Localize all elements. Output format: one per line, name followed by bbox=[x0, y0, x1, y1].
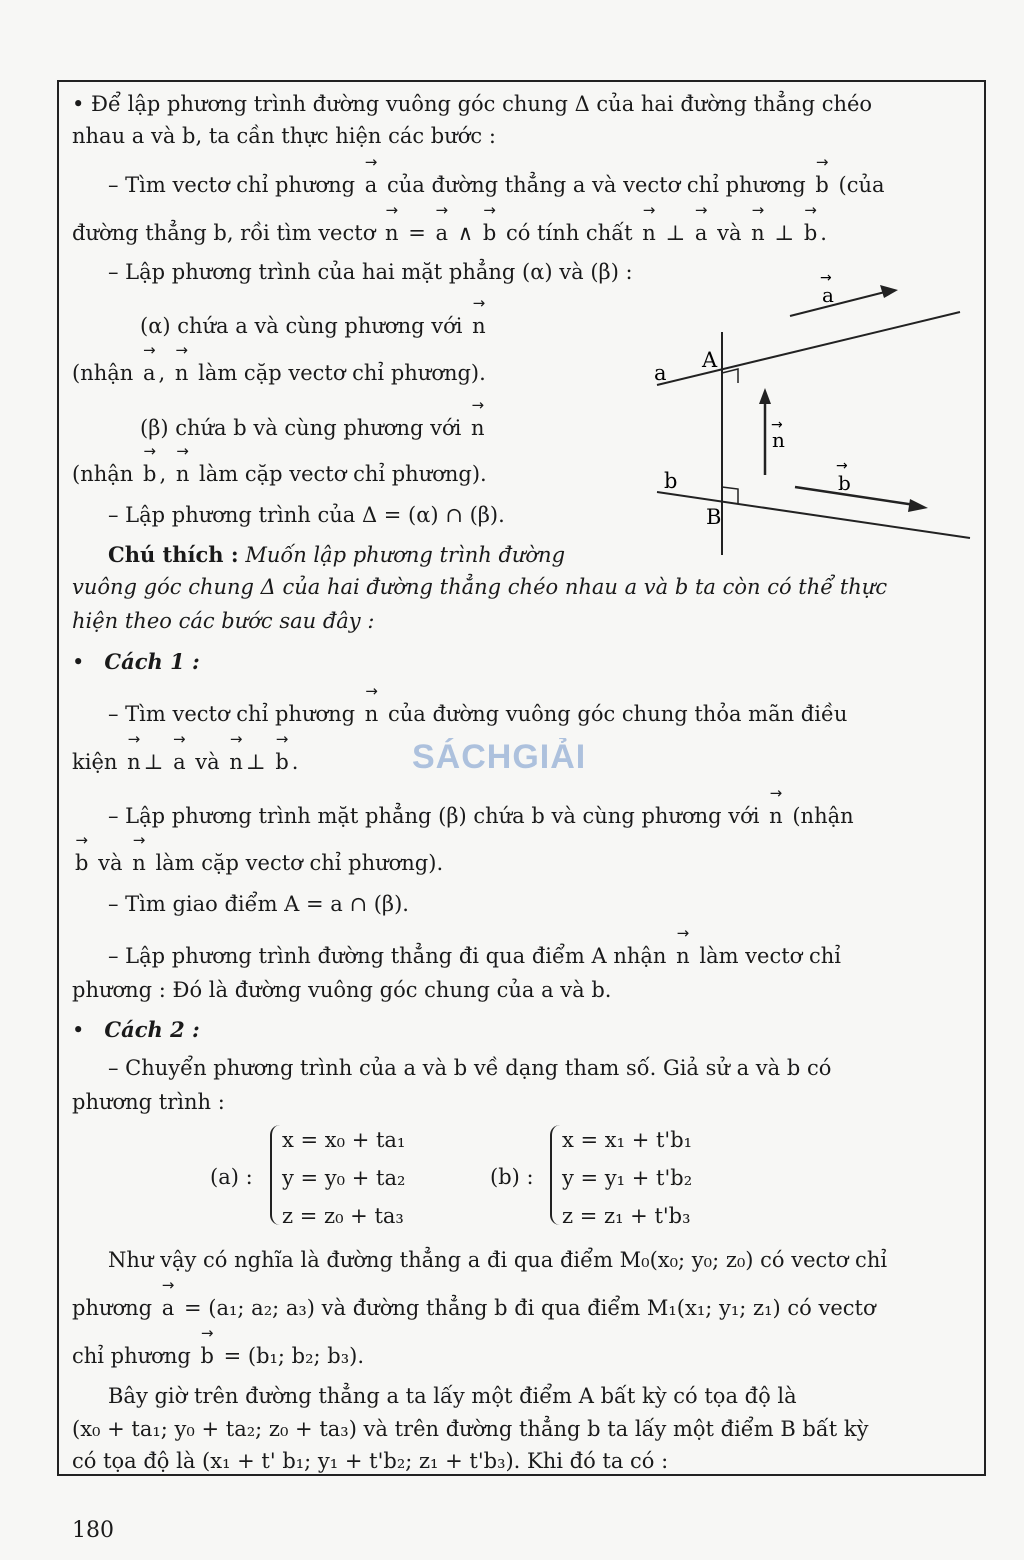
label-vector-b: b bbox=[838, 471, 851, 495]
text-line: (β) chứa b và cùng phương với → n bbox=[140, 418, 488, 439]
vector-b: → b bbox=[272, 752, 291, 773]
arrow-glyph: → bbox=[820, 270, 832, 286]
vector-n: → n bbox=[124, 752, 144, 773]
text-line: Như vậy có nghĩa là đường thẳng a đi qua điểm M₀(x₀; y₀; z₀) có vectơ chỉ bbox=[108, 1248, 888, 1272]
vector-a-arrow bbox=[790, 292, 885, 316]
watermark-logo: SÁCHGIẢI bbox=[412, 738, 587, 776]
vector-n: → n bbox=[748, 223, 768, 244]
page-number: 180 bbox=[72, 1518, 114, 1543]
vector-n: → n bbox=[766, 806, 786, 827]
right-angle-mark bbox=[722, 487, 738, 503]
text-line: (α) chứa a và cùng phương với → n bbox=[140, 316, 489, 337]
text-line: phương : Đó là đường vuông góc chung của a và b. bbox=[72, 978, 612, 1002]
vector-n: → n bbox=[469, 316, 489, 337]
text-line: – Lập phương trình đường thẳng đi qua điểm A nhận → n làm vectơ chỉ bbox=[108, 946, 841, 967]
text-line: nhau a và b, ta cần thực hiện các bước : bbox=[72, 124, 496, 148]
vector-a: → a bbox=[433, 223, 452, 244]
vector-b: → b bbox=[480, 223, 499, 244]
label-point-A: A bbox=[702, 348, 718, 372]
vector-b: → b bbox=[801, 223, 820, 244]
vector-n: → n bbox=[226, 752, 246, 773]
vector-a: → a bbox=[140, 363, 159, 384]
system-a-eq: z = z₀ + ta₃ bbox=[282, 1204, 404, 1228]
vector-n: → n bbox=[172, 363, 192, 384]
vector-b: → b bbox=[72, 853, 91, 874]
text-line: kiện → n ⊥ → a và → n ⊥ → b . bbox=[72, 752, 298, 773]
system-a-eq: x = x₀ + ta₁ bbox=[282, 1128, 406, 1152]
text-line: → b và → n làm cặp vectơ chỉ phương). bbox=[72, 853, 443, 874]
label-vector-n: n bbox=[772, 428, 785, 452]
arrowhead bbox=[880, 285, 898, 298]
vector-n: → n bbox=[639, 223, 659, 244]
arrow-glyph: → bbox=[836, 458, 848, 474]
system-b-brace bbox=[550, 1125, 560, 1225]
text-line: – Tìm vectơ chỉ phương → n của đường vuông góc chung thỏa mãn điều bbox=[108, 704, 847, 725]
text-line: Bây giờ trên đường thẳng a ta lấy một điểm A bất kỳ có tọa độ là bbox=[108, 1384, 797, 1408]
label-line-a: a bbox=[654, 361, 667, 385]
text-line: phương trình : bbox=[72, 1090, 225, 1114]
vector-n: → n bbox=[468, 418, 488, 439]
vector-n: → n bbox=[382, 223, 402, 244]
vector-b-arrow bbox=[795, 487, 915, 505]
text-line: – Lập phương trình của Δ = (α) ∩ (β). bbox=[108, 503, 505, 527]
arrow-glyph: → bbox=[771, 417, 783, 433]
system-b-eq: y = y₁ + t'b₂ bbox=[562, 1166, 693, 1190]
text-line: (nhận → a , → n làm cặp vectơ chỉ phương). bbox=[72, 363, 486, 384]
system-a-brace bbox=[270, 1125, 280, 1225]
text-line: chỉ phương → b = (b₁; b₂; b₃). bbox=[72, 1346, 364, 1367]
system-a-label: (a) : bbox=[210, 1165, 253, 1189]
system-b-eq: x = x₁ + t'b₁ bbox=[562, 1128, 693, 1152]
vector-n: → n bbox=[362, 704, 382, 725]
text-line: – Chuyển phương trình của a và b về dạng tham số. Giả sử a và b có bbox=[108, 1056, 832, 1080]
label-line-b: b bbox=[664, 469, 678, 493]
text-line: (nhận → b , → n làm cặp vectơ chỉ phương). bbox=[72, 464, 487, 485]
vector-n: → n bbox=[129, 853, 149, 874]
arrowhead bbox=[759, 388, 771, 404]
text-line: phương → a = (a₁; a₂; a₃) và đường thẳng b đi qua điểm M₁(x₁; y₁; z₁) có vectơ bbox=[72, 1298, 876, 1319]
vector-b: → b bbox=[812, 175, 831, 196]
vector-b: → b bbox=[140, 464, 159, 485]
system-a-eq: y = y₀ + ta₂ bbox=[282, 1166, 406, 1190]
text-line: – Lập phương trình của hai mặt phẳng (α) và (β) : bbox=[108, 260, 633, 284]
system-b-label: (b) : bbox=[490, 1165, 534, 1189]
vector-b: → b bbox=[197, 1346, 216, 1367]
text-line: (x₀ + ta₁; y₀ + ta₂; z₀ + ta₃) và trên đường thẳng b ta lấy một điểm B bất kỳ bbox=[72, 1417, 869, 1441]
line-b bbox=[657, 492, 970, 538]
vector-n: → n bbox=[173, 464, 193, 485]
skew-lines-figure bbox=[640, 270, 980, 560]
text-line: vuông góc chung Δ của hai đường thẳng chéo nhau a và b ta còn có thể thực bbox=[72, 575, 888, 599]
text-line: – Tìm vectơ chỉ phương → a của đường thẳng a và vectơ chỉ phương → b (của bbox=[108, 175, 885, 196]
right-angle-mark bbox=[722, 369, 738, 383]
method-heading: • Cách 1 : bbox=[72, 649, 200, 674]
arrowhead bbox=[908, 499, 928, 512]
vector-a: → a bbox=[362, 175, 381, 196]
label-vector-a: a bbox=[822, 283, 834, 307]
text-line: đường thẳng b, rồi tìm vectơ → n = → a ∧ → b có tính chất → n ⊥ → a và → n ⊥ → b . bbox=[72, 223, 827, 244]
text-line: – Lập phương trình mặt phẳng (β) chứa b và cùng phương với → n (nhận bbox=[108, 806, 854, 827]
note-line: Chú thích : Muốn lập phương trình đường bbox=[108, 542, 566, 567]
note-heading: Chú thích : bbox=[108, 542, 239, 567]
text-line: – Tìm giao điểm A = a ∩ (β). bbox=[108, 892, 409, 916]
vector-a: → a bbox=[692, 223, 711, 244]
text-line: hiện theo các bước sau đây : bbox=[72, 609, 375, 633]
text-line: • Để lập phương trình đường vuông góc chung Δ của hai đường thẳng chéo bbox=[72, 92, 873, 116]
vector-n: → n bbox=[673, 946, 693, 967]
vector-a: → a bbox=[170, 752, 189, 773]
vector-a: → a bbox=[159, 1298, 178, 1319]
method-heading: • Cách 2 : bbox=[72, 1017, 200, 1042]
label-point-B: B bbox=[706, 505, 722, 529]
text-line: có tọa độ là (x₁ + t' b₁; y₁ + t'b₂; z₁ + t'b₃). Khi đó ta có : bbox=[72, 1449, 669, 1473]
system-b-eq: z = z₁ + t'b₃ bbox=[562, 1204, 691, 1228]
